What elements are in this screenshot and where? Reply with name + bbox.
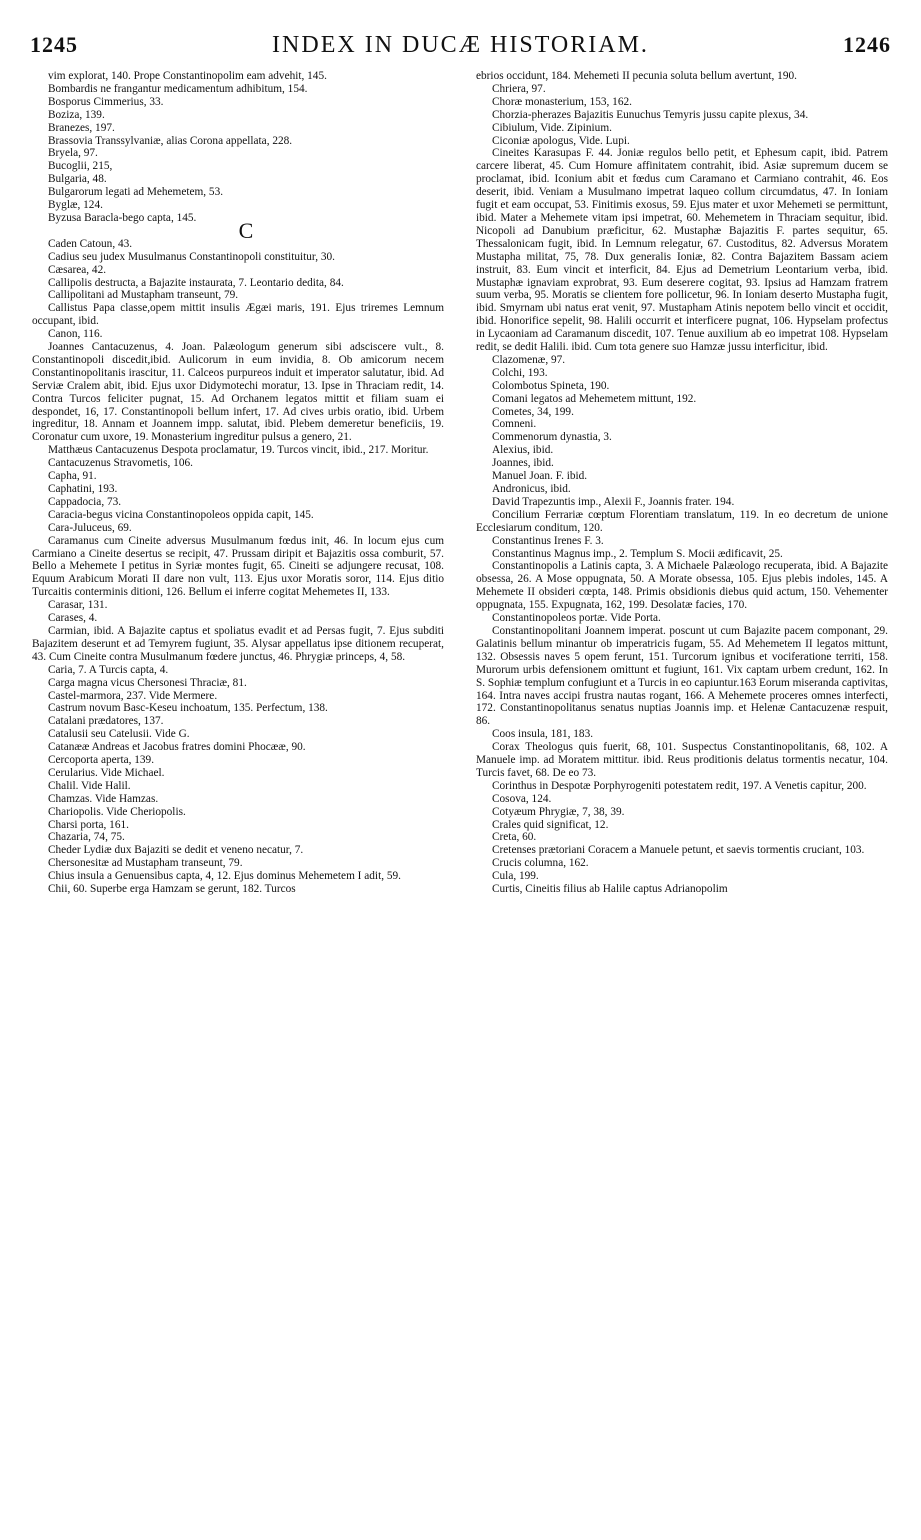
index-entry: Commenorum dynastia, 3. xyxy=(492,431,612,444)
index-entry: Catalani prædatores, 137. xyxy=(48,715,164,728)
index-entry: Castel-marmora, 237. Vide Mermere. xyxy=(48,689,218,702)
index-entry: David Trapezuntis imp., Alexii F., Joannis frater. 194. xyxy=(492,495,735,508)
index-entry: Clazomenæ, 97. xyxy=(492,353,566,366)
index-entry: Comani legatos ad Mehemetem mittunt, 192. xyxy=(492,392,697,405)
page-header xyxy=(30,28,891,62)
index-entry: Cæsarea, 42. xyxy=(48,263,107,276)
index-entry: Colombotus Spineta, 190. xyxy=(492,379,610,392)
index-entry: Bulgaria, 48. xyxy=(48,173,107,186)
index-entry: Byzusa Baracla-bego capta, 145. xyxy=(48,211,197,224)
index-entry: Bosporus Cimmerius, 33. xyxy=(48,95,164,108)
index-entry: Choræ monasterium, 153, 162. xyxy=(492,95,632,108)
index-entry: Joannes Cantacuzenus, 4. Joan. Palæologum generum sibi adsciscere vult., 8. Constantinopoli discedit,ibid. Aulicorum in eum invidia, 8. Ob amicorum necem Constantinopolitanis irascitur, 11. Calceos purpureos induit et imperator salutatur, ibid. Ad Serviæ Cralem abit, ibid. Ejus uxor Didymotechi moratur, 13. Ipse in Thraciam redit, 14. Contra Turcos feliciter pugnat, 15. Ad Orchanem legatos mittit et filiam suam ei despondet, 16, 17. Constantinopoli bellum infert, 17. Ad cives urbis oratio, ibid. Urbem ingreditur, 18. Annam et Joannem impp. salutat, ibid. Plebem demeretur beneficiis, 19. Coronatur cum uxore, 19. Monasterium ingreditur pulsus a genero, 21. xyxy=(32,341,444,444)
index-entry: Bucoglii, 215, xyxy=(48,160,113,173)
index-entry: Bryela, 97. xyxy=(48,147,98,160)
index-entry: Catalusii seu Catelusii. Vide G. xyxy=(48,728,190,741)
index-entry: Corinthus in Despotæ Porphyrogeniti potestatem redit, 197. A Venetis capitur, 200. xyxy=(492,779,867,792)
index-entry: Callipolitani ad Mustapham transeunt, 79. xyxy=(48,289,239,302)
index-entry: Constantinus Irenes F. 3. xyxy=(492,534,604,547)
index-entry: Cadius seu judex Musulmanus Constantinopoli constituitur, 30. xyxy=(48,250,335,263)
index-entry: Callistus Papa classe,opem mittit insulis Ægæi maris, 191. Ejus triremes Lemnum occupant, ibid. xyxy=(32,302,444,328)
index-entry: Caria, 7. A Turcis capta, 4. xyxy=(48,663,169,676)
index-entry: Matthæus Cantacuzenus Despota proclamatur, 19. Turcos vincit, ibid., 217. Moritur. xyxy=(48,444,429,457)
index-entry: Carases, 4. xyxy=(48,612,98,625)
index-entry: Chriera, 97. xyxy=(492,82,546,95)
index-entry: Constantinopolis a Latinis capta, 3. A Michaele Palæologo recuperata, ibid. A Bajazite obsessa, 26. A Mose oppugnata, 50. A Morate obsessa, 105. Ejus plebis indoles, 145. A Mehemete II obsideri cœpta, 148. Primis obsidionis diebus quid actum, 150. Vehementer oppugnata, 155. Expugnata, 162, 199. Desolatæ facies, 170. xyxy=(476,560,888,612)
index-entry: Manuel Joan. F. ibid. xyxy=(492,470,588,483)
index-entry: Chariopolis. Vide Cheriopolis. xyxy=(48,805,186,818)
index-entry: Creta, 60. xyxy=(492,831,537,844)
index-entry: Cara-Juluceus, 69. xyxy=(48,521,132,534)
index-entry: Callipolis destructa, a Bajazite instaurata, 7. Leontario dedita, 84. xyxy=(48,276,344,289)
page-title: INDEX IN DUCÆ HISTORIAM. xyxy=(272,31,649,58)
index-entry: Cula, 199. xyxy=(492,870,539,883)
index-entry: Coos insula, 181, 183. xyxy=(492,728,594,741)
index-entry: Caracia-begus vicina Constantinopoleos oppida capit, 145. xyxy=(48,508,314,521)
index-entry: Canon, 116. xyxy=(48,328,103,341)
index-entry: Curtis, Cineitis filius ab Halile captus Adrianopolim xyxy=(492,883,728,896)
index-entry: Alexius, ibid. xyxy=(492,444,554,457)
index-entry: Chalil. Vide Halil. xyxy=(48,779,131,792)
index-entry: Chersonesitæ ad Mustapham transeunt, 79. xyxy=(48,857,243,870)
index-entry: Ciconiæ apologus, Vide. Lupi. xyxy=(492,134,630,147)
index-entry: Constantinopolitani Joannem imperat. poscunt ut cum Bajazite pacem componant, 29. Galatinis bellum minantur ob imperatricis fugam, 55. Ad Mehemetem II legatos mittunt, 132. Obsessis naves 5 opem ferunt, 151. Turcorum ignibus et vociferatione territi, 158. Murorum urbis defensionem omittunt et fugiunt, 161. Vix captam urbem credunt, 162. In S. Sophiæ templum confugiunt et a Turcis in eo capiuntur.163 Eorum miseranda captivitas, 164. Intra naves accipi frustra nautas rogant, 166. A Mehemete proceres omnes interfecti, 172. Constantinopolitanus senatus nuptias Joannis imp. et Helenæ Cantacuzenæ respuit, 86. xyxy=(476,624,888,728)
index-entry: Cretenses prætoriani Coracem a Manuele petunt, et saevis tormentis cruciant, 103. xyxy=(492,844,865,857)
index-entry: Comneni. xyxy=(492,418,537,431)
index-entry: Branezes, 197. xyxy=(48,121,115,134)
index-entry: Cheder Lydiæ dux Bajaziti se dedit et veneno necatur, 7. xyxy=(48,844,304,857)
index-entry: Caphatini, 193. xyxy=(48,483,118,495)
index-entry: Boziza, 139. xyxy=(48,108,105,121)
index-entry: ebrios occidunt, 184. Mehemeti II pecunia soluta bellum avertunt, 190. xyxy=(476,70,797,82)
index-entry: Cometes, 34, 199. xyxy=(492,405,574,418)
index-entry: Catanææ Andreas et Jacobus fratres domini Phocææ, 90. xyxy=(48,741,306,754)
index-entry: Chius insula a Genuensibus capta, 4, 12. Ejus dominus Mehemetem I adit, 59. xyxy=(48,870,401,883)
index-entry: Castrum novum Basc-Keseu inchoatum, 135. Perfectum, 138. xyxy=(48,702,328,715)
index-entry: Chazaria, 74, 75. xyxy=(48,831,125,844)
index-entry: Constantinus Magnus imp., 2. Templum S. Mocii ædificavit, 25. xyxy=(492,547,783,560)
index-entry: Constantinopoleos portæ. Vide Porta. xyxy=(492,612,661,625)
index-entry: Corax Theologus quis fuerit, 68, 101. Suspectus Constantinopolitanis, 68, 102. A Manuele imp. ad Moratem mittitur. ibid. Reus proditionis delatus tormentis necatur, 104. Turcis favet, 68. De eo 73. xyxy=(476,741,888,779)
index-entry: Colchi, 193. xyxy=(492,366,548,379)
index-entry: vim explorat, 140. Prope Constantinopolim eam advehit, 145. xyxy=(48,70,327,82)
index-entry: Carasar, 131. xyxy=(48,599,108,612)
index-entry: Carga magna vicus Chersonesi Thraciæ, 81. xyxy=(48,676,247,689)
index-entry: Brassovia Transsylvaniæ, alias Corona appellata, 228. xyxy=(48,134,293,147)
index-entry: Bombardis ne frangantur medicamentum adhibitum, 154. xyxy=(48,82,308,95)
page-number-right: 1246 xyxy=(842,32,891,57)
index-entry: Cineites Karasupas F. 44. Joniæ regulos bello petit, et Ephesum capit, ibid. Patrem carcere liberat, 45. Cum Homure affinitatem contrahit, ibid. Asiæ supremum ducem se proclamat, ibid. Iconium abit et fœdus cum Caramano et Carmiano contrahit, 46. Eos deserit, ibid. Veniam a Musulmano impetrat laqueo collum circumdatus, 47. In Ioniam fugit et eam occupat, 53. Finitimis exosus, 59. Ejus mater et uxor Mehemeti se permittunt, ibid. Mater a Mehemete vitam ipsi impetrat, 60. Mehemetem in Thraciam sequitur, ibid. Nicopoli ad Danubium præficitur, 62. Mustaphæ Bajazitis F. partes sequitur, 65. Thessalonicam fugit, ibid. In Lemnum relegatur, 67. Custoditus, 82. Adversus Moratem Mustapha militat, 75, 78. Dux generalis Ioniæ, 82. Contra Bajazitem Bassam aciem instruit, 83. Eum vincit et interficit, 84. Ejus ad Demetrium Leontarium verba, ibid. Mustaphæ ignaviam exprobrat, 93. Eum deserere cogitat, 93. Ipsius ad Hamzam fratrem suum verba, 95. Moratis se clientem fore pollicetur, 96. In Ioniam deserto Mustapha fugit, ibid. Smyrnam ubi natus erat venit, 97. Mustapham Atinis nepotem bello vincit et occidit, ibid. Honorifice sepelit, 98. Halili occurrit et interficere pugnat, 106. Hypselam profectus in Lycaoniam ad Caramanum discedit, 107. Tenue auxilium ab eo impetrat 108. Hypselam redit, se dedit Halili. ibid. Cum tota genere suo Hamzæ jussu interficitur, ibid. xyxy=(476,147,888,354)
section-letter: C xyxy=(238,217,254,243)
index-entry: Cotyæum Phrygiæ, 7, 38, 39. xyxy=(492,805,625,818)
index-entry: Joannes, ibid. xyxy=(492,457,554,470)
page-number-left: 1245 xyxy=(30,32,78,57)
index-entry: Cerularius. Vide Michael. xyxy=(48,766,165,779)
index-entry: Chii, 60. Superbe erga Hamzam se gerunt, 182. Turcos xyxy=(48,883,296,896)
index-entry: Chamzas. Vide Hamzas. xyxy=(48,792,159,805)
index-entry: Carmian, ibid. A Bajazite captus et spoliatus evadit et ad Persas fugit, 7. Ejus subditi Bajazitem deserunt et ad Temyrem fugiunt, 35. Alysar appellatus ipse ditionem recuperat, 43. Cum Cineite contra Musulmanum fœdere junctus, 46. Phrygiæ princeps, 4, 58. xyxy=(32,624,444,663)
index-entry: Bulgarorum legati ad Mehemetem, 53. xyxy=(48,186,224,199)
index-entry: Crucis columna, 162. xyxy=(492,857,589,870)
index-entry: Concilium Ferrariæ cœptum Florentiam translatum, 119. In eo decretum de unione Ecclesiarum conditum, 120. xyxy=(476,508,888,534)
index-entry: Caramanus cum Cineite adversus Musulmanum fœdus init, 46. In locum ejus cum Carmiano a Cineite desertus se recipit, 47. Prussam diripit et Bajazitis ossa comburit, 57. Bello a Mehemete I petitus in Syriæ montes fugit, 65. Cineiti se adjungere recusat, 108. Equum Arabicum Morati II dare non vult, 113. Ejus uxor Moratis soror, 114. Ejus ditio Turcaitis conterminis ditioni, 126. Bellum ei inferre cogitat Mehemetes II, 133. xyxy=(32,534,444,599)
index-entry: Chorzia-pherazes Bajazitis Eunuchus Temyris jussu capite plexus, 34. xyxy=(492,108,809,121)
index-entry: Capha, 91. xyxy=(48,470,97,483)
index-entry: Cantacuzenus Stravometis, 106. xyxy=(48,457,193,470)
left-column xyxy=(32,70,444,896)
index-entry: Andronicus, ibid. xyxy=(492,483,571,495)
index-entry: Byglæ, 124. xyxy=(48,199,103,212)
index-entry: Cosova, 124. xyxy=(492,792,552,805)
index-entry: Cappadocia, 73. xyxy=(48,495,122,508)
index-entry: Charsi porta, 161. xyxy=(48,818,129,831)
right-column xyxy=(476,70,888,896)
index-entry: Caden Catoun, 43. xyxy=(48,237,133,250)
index-entry: Crales quid significat, 12. xyxy=(492,818,609,831)
index-entry: Cercoporta aperta, 139. xyxy=(48,754,155,767)
index-entry: Cibiulum, Vide. Zipinium. xyxy=(492,121,612,134)
